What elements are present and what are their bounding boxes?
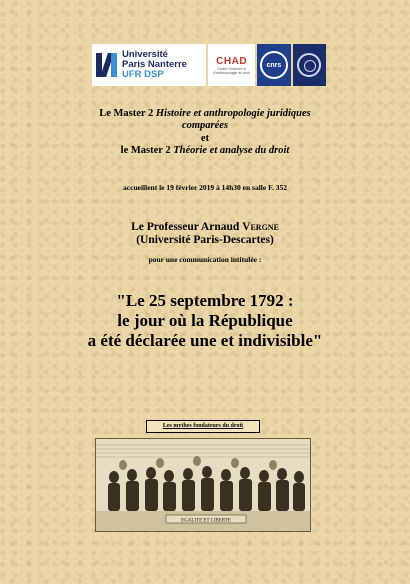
master-line-1 (0, 108, 410, 119)
logo-bar (92, 44, 326, 86)
engraving-image (95, 438, 311, 532)
master-prefix-2: le Master 2 (120, 145, 174, 156)
cnrs-label: cnrs (266, 61, 282, 69)
engraving-inscription: EGALITE ET LIBERTE (181, 518, 231, 524)
master-line-2 (0, 145, 410, 156)
chad-label: CHAD (216, 55, 248, 67)
seal-logo (293, 44, 326, 86)
master-title-2: Théorie et analyse du droit (173, 145, 290, 156)
university-faculty: UFR DSP (122, 69, 164, 80)
event-date-line: accueillent le 19 février 2019 à 14h30 en salle F. 352 (123, 183, 287, 192)
master-prefix-1: Le Master 2 (99, 108, 156, 119)
nanterre-logo-icon (96, 51, 118, 79)
series-caption: Les mythes fondateurs du droit (146, 420, 260, 433)
conjunction: et (200, 133, 210, 144)
master-title-1: Histoire et anthropologie juridiques (155, 108, 311, 119)
speaker-affiliation: (Université Paris-Descartes) (136, 234, 274, 246)
university-name-line2: Paris Nanterre (122, 59, 187, 70)
talk-title-line3: a été déclarée une et indivisible" (87, 331, 323, 350)
cnrs-logo (257, 44, 290, 86)
chad-logo (208, 44, 255, 86)
talk-title-line2: le jour où la République (117, 311, 293, 330)
university-logo (92, 44, 206, 86)
speaker-surname: Vergne (242, 221, 279, 233)
engraving-illustration (96, 439, 310, 531)
talk-intro: pour une communication intitulée : (148, 255, 262, 264)
university-name-line1: Université (122, 49, 168, 60)
speaker-name (0, 221, 410, 233)
chad-subtitle: Centre d'histoire et d'anthropologie du droit (213, 66, 250, 75)
seal-icon (297, 53, 321, 77)
master-title-1-continued: comparées (181, 120, 229, 131)
talk-title-line1: "Le 25 septembre 1792 : (116, 291, 294, 310)
speaker-prefix: Le Professeur Arnaud (131, 221, 243, 233)
